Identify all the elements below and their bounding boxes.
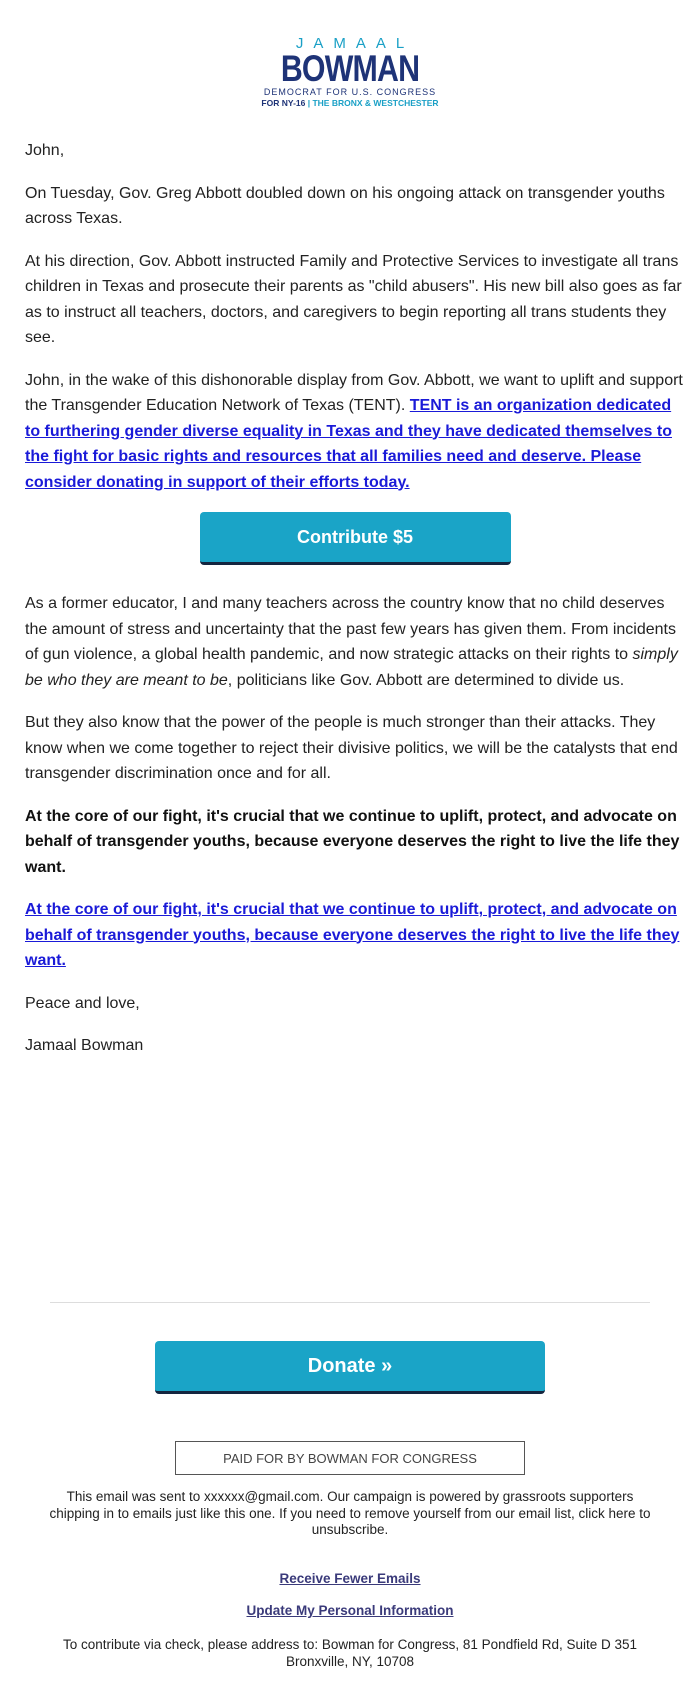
logo-district-name: FOR NY-16 <box>261 98 306 108</box>
logo-last-name: BOWMAN <box>280 48 420 89</box>
paragraph-7 <box>25 897 685 974</box>
paragraph-3 <box>25 368 685 496</box>
unsubscribe-notice: This email was sent to xxxxxx@gmail.com. Our campaign is powered by grassroots supporters chipping in to emails just like this one. If you need to remove yourself from our email list, click here to unsubscribe. <box>49 1489 651 1537</box>
paragraph-4-before: As a former educator, I and many teachers across the country know that no child deserves the amount of stress and uncertainty that the past few years has given them. From incidents of gun violence, a global health pandemic, and now strategic attacks on their rights to <box>25 595 676 663</box>
logo-district <box>0 98 700 109</box>
paragraph-4-italic: simply be who they are meant to be <box>25 646 678 689</box>
paid-for-disclaimer: PAID FOR BY BOWMAN FOR CONGRESS <box>175 1441 525 1475</box>
donate-button[interactable]: Donate » <box>155 1341 545 1394</box>
paragraph-4 <box>25 591 685 693</box>
paragraph-4-after: , politicians like Gov. Abbott are determined to divide us. <box>227 671 625 689</box>
tent-donate-link[interactable]: TENT is an organization dedicated to furthering gender diverse equality in Texas and they have dedicated themselves to the fight for basic rights and resources that all families need and deserve. Please consider donating in support of their efforts today. <box>25 397 672 491</box>
update-info-container <box>0 1603 700 1618</box>
core-fight-link[interactable]: At the core of our fight, it's crucial that we continue to uplift, protect, and advocate on behalf of transgender youths, because everyone deserves the right to live the life they want. <box>25 901 680 969</box>
receive-fewer-emails-link[interactable]: Receive Fewer Emails <box>279 1571 421 1586</box>
paragraph-3-text: John, in the wake of this dishonorable display from Gov. Abbott, we want to uplift and support the Transgender Education Network of Texas (TENT). <box>25 371 683 414</box>
donate-container <box>0 1341 700 1394</box>
update-personal-info-link[interactable]: Update My Personal Information <box>246 1603 454 1618</box>
footer-divider <box>50 1302 650 1303</box>
paragraph-5: But they also know that the power of the people is much stronger than their attacks. They know when we come together to reject their divisive politics, we will be the catalysts that end transgender discrimination once and for all. <box>25 714 678 782</box>
logo-district-separator: | <box>305 98 313 108</box>
greeting: John, <box>25 142 65 159</box>
signoff: Peace and love, <box>25 994 140 1012</box>
check-address-line-1: To contribute via check, please address to: Bowman for Congress, 81 Pondfield Rd, Suite D 351 <box>62 1637 638 1652</box>
check-address-line-2: Bronxville, NY, 10708 <box>285 1653 415 1669</box>
campaign-logo <box>0 36 700 109</box>
check-address <box>40 1637 660 1670</box>
logo-first-name: JAMAAL <box>295 35 415 52</box>
email-body <box>25 138 685 1076</box>
logo-region: THE BRONX & WESTCHESTER <box>312 98 439 108</box>
cta-container <box>25 512 685 565</box>
logo-subtitle: DEMOCRAT FOR U.S. CONGRESS <box>263 87 437 97</box>
signature: Jamaal Bowman <box>25 1037 144 1054</box>
paragraph-2: At his direction, Gov. Abbott instructed Family and Protective Services to investigate all trans children in Texas and prosecute their parents as "child abusers". His new bill also goes as far as to instruct all teachers, doctors, and caregivers to begin reporting all trans students they see. <box>25 252 682 346</box>
fewer-emails-container <box>0 1571 700 1586</box>
paragraph-6-bold: At the core of our fight, it's crucial that we continue to uplift, protect, and advocate on behalf of transgender youths, because everyone deserves the right to live the life they want. <box>25 807 680 876</box>
paragraph-1: On Tuesday, Gov. Greg Abbott doubled down on his ongoing attack on transgender youths across Texas. <box>25 184 665 227</box>
contribute-button[interactable]: Contribute $5 <box>200 512 511 565</box>
